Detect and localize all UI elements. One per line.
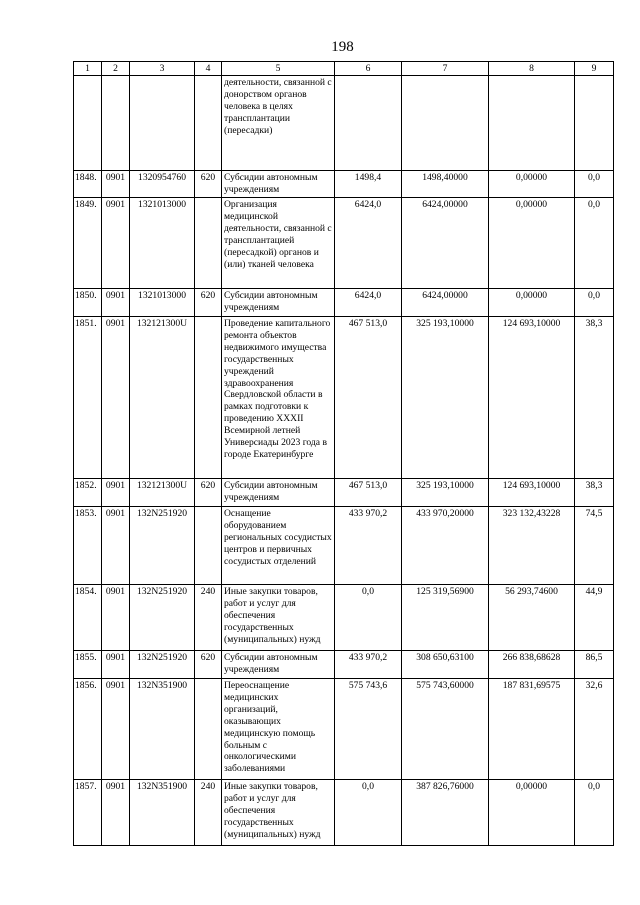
cell-code: 132N351900 [130,780,195,846]
cell-type [195,317,222,479]
cell-type: 240 [195,780,222,846]
cell-col6 [335,76,402,171]
table-row [74,651,614,679]
cell-section: 0901 [102,780,130,846]
cell-number: 1850. [74,289,102,317]
cell-col9: 44,9 [575,585,614,651]
cell-type: 240 [195,585,222,651]
table-row [74,679,614,780]
table-row [74,171,614,198]
cell-col7: 1498,40000 [402,171,489,198]
cell-type: 620 [195,171,222,198]
cell-col6: 433 970,2 [335,651,402,679]
cell-code [130,76,195,171]
cell-type: 620 [195,651,222,679]
cell-type: 620 [195,289,222,317]
cell-code: 132121300U [130,317,195,479]
cell-col9: 32,6 [575,679,614,780]
cell-type [195,76,222,171]
cell-col8: 266 838,68628 [489,651,575,679]
cell-number: 1849. [74,198,102,289]
cell-col8 [489,76,575,171]
cell-col8: 124 693,10000 [489,317,575,479]
cell-type: 620 [195,479,222,507]
cell-name: Субсидии автономным учреждениям [222,289,335,317]
cell-code: 132N251920 [130,651,195,679]
cell-col9: 74,5 [575,507,614,585]
cell-section: 0901 [102,317,130,479]
table-row [74,585,614,651]
cell-name: Субсидии автономным учреждениям [222,171,335,198]
cell-name: Переоснащение медицинских организаций, оказывающих медицинскую помощь больным с онкологическими заболеваниями [222,679,335,780]
cell-col9: 38,3 [575,479,614,507]
table-header-row [74,62,614,76]
cell-col6: 6424,0 [335,198,402,289]
cell-section: 0901 [102,479,130,507]
cell-section: 0901 [102,198,130,289]
cell-section: 0901 [102,679,130,780]
cell-section: 0901 [102,289,130,317]
cell-col9: 86,5 [575,651,614,679]
cell-col7: 325 193,10000 [402,479,489,507]
cell-col8: 124 693,10000 [489,479,575,507]
cell-col7: 575 743,60000 [402,679,489,780]
cell-type [195,198,222,289]
cell-section: 0901 [102,585,130,651]
cell-name: Организация медицинской деятельности, связанной с трансплантацией (пересадкой) органов и (или) тканей человека [222,198,335,289]
table-row [74,780,614,846]
cell-number: 1854. [74,585,102,651]
cell-col7: 6424,00000 [402,198,489,289]
table-row [74,198,614,289]
column-header: 2 [102,62,130,76]
cell-col9: 38,3 [575,317,614,479]
table-row [74,289,614,317]
column-header: 9 [575,62,614,76]
cell-section: 0901 [102,171,130,198]
cell-col7: 6424,00000 [402,289,489,317]
cell-col6: 467 513,0 [335,317,402,479]
cell-name: Иные закупки товаров, работ и услуг для обеспечения государственных (муниципальных) нужд [222,585,335,651]
table-row [74,317,614,479]
cell-number: 1852. [74,479,102,507]
cell-name: Оснащение оборудованием региональных сосудистых центров и первичных сосудистых отделений [222,507,335,585]
cell-col9 [575,76,614,171]
cell-col6: 433 970,2 [335,507,402,585]
column-header: 1 [74,62,102,76]
cell-code: 132121300U [130,479,195,507]
cell-code: 1321013000 [130,289,195,317]
cell-col9: 0,0 [575,289,614,317]
cell-col7 [402,76,489,171]
cell-col8: 56 293,74600 [489,585,575,651]
cell-name: Субсидии автономным учреждениям [222,651,335,679]
cell-section: 0901 [102,651,130,679]
budget-table [73,61,614,846]
column-header: 3 [130,62,195,76]
cell-col7: 325 193,10000 [402,317,489,479]
cell-col8: 0,00000 [489,171,575,198]
cell-number: 1856. [74,679,102,780]
cell-number: 1855. [74,651,102,679]
cell-name: деятельности, связанной с донорством органов человека в целях трансплантации (пересадки) [222,76,335,171]
cell-col6: 0,0 [335,780,402,846]
cell-number [74,76,102,171]
cell-col7: 387 826,76000 [402,780,489,846]
cell-col6: 575 743,6 [335,679,402,780]
cell-col7: 125 319,56900 [402,585,489,651]
cell-number: 1848. [74,171,102,198]
cell-name: Проведение капитального ремонта объектов недвижимого имущества государственных учреждений здравоохранения Свердловской области в рамках подготовки к проведению XXXII Всемирной летней Универсиады 2023 года в городе Екатеринбурге [222,317,335,479]
cell-code: 132N351900 [130,679,195,780]
cell-col9: 0,0 [575,780,614,846]
cell-number: 1853. [74,507,102,585]
cell-col8: 0,00000 [489,780,575,846]
cell-type [195,507,222,585]
cell-col7: 308 650,63100 [402,651,489,679]
cell-name: Иные закупки товаров, работ и услуг для обеспечения государственных (муниципальных) нужд [222,780,335,846]
cell-number: 1857. [74,780,102,846]
column-header: 4 [195,62,222,76]
cell-col8: 323 132,43228 [489,507,575,585]
cell-section [102,76,130,171]
cell-code: 132N251920 [130,585,195,651]
column-header: 8 [489,62,575,76]
table-row [74,507,614,585]
cell-code: 132N251920 [130,507,195,585]
table-row [74,479,614,507]
cell-section: 0901 [102,507,130,585]
cell-col8: 187 831,69575 [489,679,575,780]
cell-number: 1851. [74,317,102,479]
cell-name: Субсидии автономным учреждениям [222,479,335,507]
column-header: 6 [335,62,402,76]
cell-col6: 467 513,0 [335,479,402,507]
cell-code: 1321013000 [130,198,195,289]
cell-col8: 0,00000 [489,198,575,289]
column-header: 7 [402,62,489,76]
column-header: 5 [222,62,335,76]
cell-col9: 0,0 [575,171,614,198]
cell-type [195,679,222,780]
cell-code: 1320954760 [130,171,195,198]
cell-col7: 433 970,20000 [402,507,489,585]
cell-col6: 0,0 [335,585,402,651]
table-row [74,76,614,171]
page-number: 198 [331,39,354,55]
cell-col6: 6424,0 [335,289,402,317]
cell-col6: 1498,4 [335,171,402,198]
cell-col9: 0,0 [575,198,614,289]
cell-col8: 0,00000 [489,289,575,317]
